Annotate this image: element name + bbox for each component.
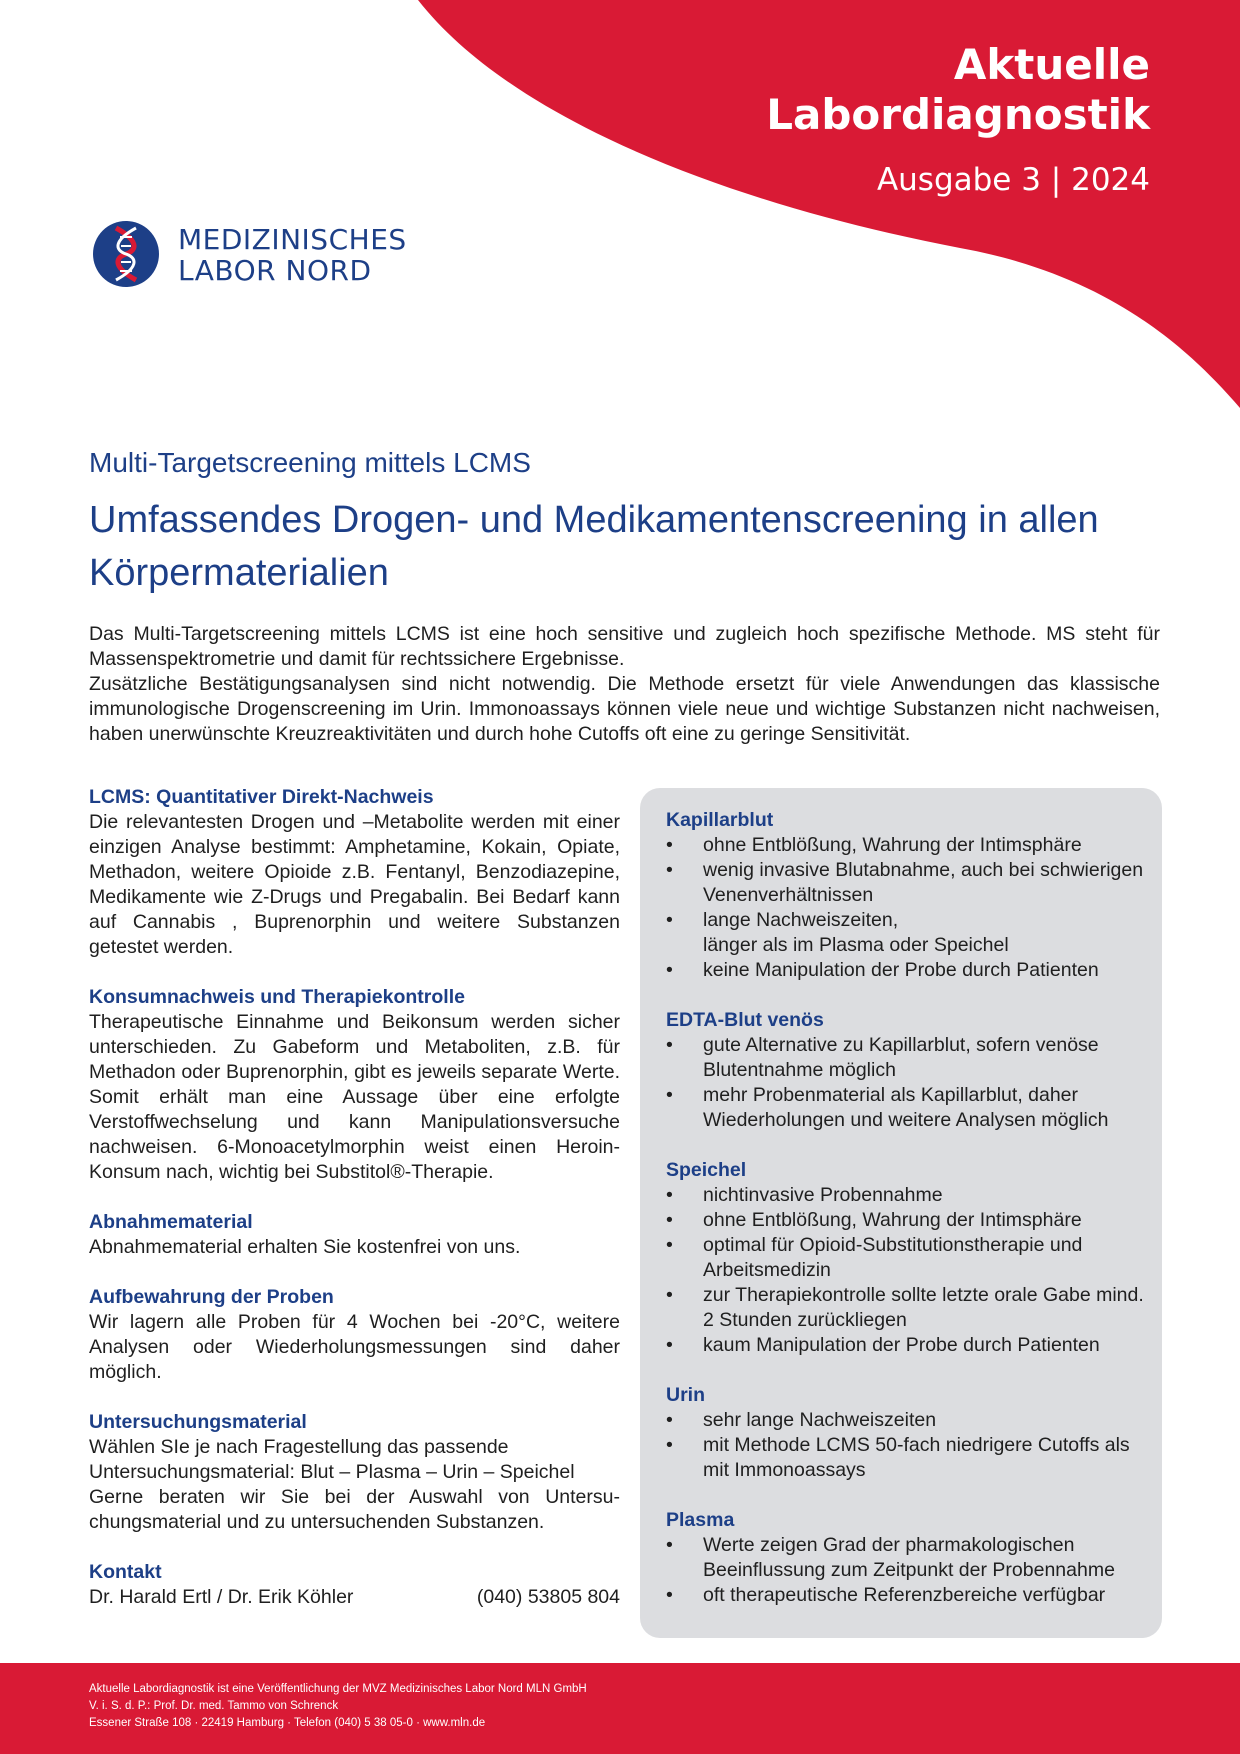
section-heading: Untersuchungsmaterial <box>89 1411 307 1433</box>
intro-paragraph-2: Zusätzliche Bestätigungsanalysen sind nicht notwendig. Die Methode ersetzt für viele Anwendungen das klassische immunologische Drogenscreening im Urin. Immonoassays können viele neue und wichtige Substanzen nicht nachweisen, haben unerwünschte Kreuzreaktivitäten und durch hohe Cutoffs oft eine zu geringe Sensitivität. <box>89 673 1160 745</box>
section-text: Die relevantesten Drogen und –Metabolite werden mit einer einzigen Analyse bestimmt: Amphetamine, Kokain, Opiate, Methadon, weitere Opioide z.B. Fentanyl, Benzodiazepine, Medikamente wie Z-Drugs und Pregabalin. Bei Bedarf kann auf Cannabis , Buprenorphin und weitere Substanzen getestet werden. <box>89 811 620 958</box>
bullet-item: • ohne Entblößung, Wahrung der Intimsphäre <box>666 1208 1156 1233</box>
bullet-item: • kaum Manipulation der Probe durch Patienten <box>666 1333 1156 1358</box>
logo-line1: MEDIZINISCHES <box>178 223 407 256</box>
article-intro <box>89 622 1160 747</box>
section-konsumnachweis <box>89 985 620 1185</box>
intro-paragraph-1: Das Multi-Targetscreening mittels LCMS ist eine hoch sensitive und zugleich hoch spezifische Methode. MS steht für Massenspektrometrie und damit für rechtssichere Ergebnisse. <box>89 623 1160 670</box>
section-heading: Abnahmematerial <box>89 1211 253 1233</box>
bullet-list <box>666 1408 1156 1483</box>
left-column <box>89 785 620 1635</box>
footer-line1: Aktuelle Labordiagnostik ist eine Veröffentlichung der MVZ Medizinisches Labor Nord MLN GmbH <box>89 1683 587 1695</box>
bullet-item: • lange Nachweiszeiten, länger als im Plasma oder Speichel <box>666 908 1156 958</box>
issue-label: Ausgabe 3 | 2024 <box>876 162 1150 198</box>
section-untersuchungsmaterial <box>89 1410 620 1535</box>
section-lcms <box>89 785 620 960</box>
section-aufbewahrung <box>89 1285 620 1385</box>
bullet-item: • oft therapeutische Referenzbereiche verfügbar <box>666 1583 1156 1608</box>
bullet-list <box>666 1183 1156 1358</box>
logo-line2: LABOR NORD <box>178 254 372 287</box>
publication-title-line2: Labordiagnostik <box>766 90 1150 139</box>
section-text: Wählen SIe je nach Fragestellung das passende Untersuchungsmaterial: Blut – Plasma – Urin – Speichel <box>89 1436 575 1483</box>
bullet-item: • mehr Probenmaterial als Kapillarblut, daher Wiederholungen und weitere Analysen möglich <box>666 1083 1156 1133</box>
bullet-list <box>666 833 1156 983</box>
logo-text <box>178 224 407 286</box>
bullet-item: • gute Alternative zu Kapillarblut, sofern venöse Blutentnahme möglich <box>666 1033 1156 1083</box>
box-section-heading: Kapillarblut <box>666 809 774 831</box>
bullet-item: • mit Methode LCMS 50-fach niedrigere Cutoffs als mit Immonoassays <box>666 1433 1156 1483</box>
box-section-heading: Plasma <box>666 1509 735 1531</box>
section-text: Wir lagern alle Proben für 4 Wochen bei -20°C, weitere Analysen oder Wiederholungsmessungen sind daher möglich. <box>89 1311 620 1383</box>
section-kontakt <box>89 1560 620 1610</box>
bullet-item: • nichtinvasive Probennahme <box>666 1183 1156 1208</box>
contact-names: Dr. Harald Ertl / Dr. Erik Köhler <box>89 1586 354 1608</box>
footer-line2: V. i. S. d. P.: Prof. Dr. med. Tammo von Schrenck <box>89 1700 339 1712</box>
box-section <box>666 1158 1156 1358</box>
section-heading: Aufbewahrung der Proben <box>89 1286 334 1308</box>
sample-material-list <box>666 808 1156 1633</box>
bullet-item: • zur Therapiekontrolle sollte letzte orale Gabe mind. 2 Stunden zurückliegen <box>666 1283 1156 1333</box>
box-section <box>666 1508 1156 1608</box>
article-title: Umfassendes Drogen- und Medikamentenscreening in allen Körpermaterialien <box>89 499 1099 594</box>
section-heading: Kontakt <box>89 1561 162 1583</box>
section-abnahmematerial <box>89 1210 620 1260</box>
box-section <box>666 808 1156 983</box>
publication-title <box>766 40 1150 140</box>
publication-title-line1: Aktuelle <box>953 40 1150 89</box>
bullet-item: • Werte zeigen Grad der pharmakologischen Beeinflussung zum Zeitpunkt der Probennahme <box>666 1533 1156 1583</box>
contact-phone: (040) 53805 804 <box>476 1586 620 1608</box>
bullet-list <box>666 1033 1156 1133</box>
box-section-heading: Speichel <box>666 1159 747 1181</box>
section-text: Gerne beraten wir Sie bei der Auswahl von Untersu-chungsmaterial und zu untersuchenden Substanzen. <box>89 1486 620 1533</box>
bullet-item: • sehr lange Nachweiszeiten <box>666 1408 1156 1433</box>
section-heading: Konsumnachweis und Therapiekontrolle <box>89 986 465 1008</box>
section-heading: LCMS: Quantitativer Direkt-Nachweis <box>89 786 434 808</box>
box-section-heading: EDTA-Blut venös <box>666 1009 824 1031</box>
contact-line <box>89 1585 620 1610</box>
bullet-item: • wenig invasive Blutabnahme, auch bei schwierigen Venenverhältnissen <box>666 858 1156 908</box>
bullet-item: • ohne Entblößung, Wahrung der Intimsphäre <box>666 833 1156 858</box>
sample-material-box <box>640 788 1162 1638</box>
box-section <box>666 1383 1156 1483</box>
dna-helix-icon <box>92 220 160 288</box>
bullet-item: • optimal für Opioid-Substitutionstherapie und Arbeitsmedizin <box>666 1233 1156 1283</box>
footer-line3: Essener Straße 108 · 22419 Hamburg · Telefon (040) 5 38 05-0 · www.mln.de <box>89 1717 486 1729</box>
bullet-list <box>666 1533 1156 1608</box>
footer <box>0 1663 1240 1754</box>
section-text: Abnahmematerial erhalten Sie kostenfrei von uns. <box>89 1236 521 1258</box>
article-subtitle: Multi-Targetscreening mittels LCMS <box>89 447 531 478</box>
box-section-heading: Urin <box>666 1384 705 1406</box>
bullet-item: • keine Manipulation der Probe durch Patienten <box>666 958 1156 983</box>
box-section <box>666 1008 1156 1133</box>
section-text: Therapeutische Einnahme und Beikonsum werden sicher unterschieden. Zu Gabeform und Metaboliten, z.B. für Methadon oder Buprenorphin, gibt es jeweils separate Werte. Somit erhält man eine Aussage über eine erfolgte Verstoffwechselung und kann Manipulationsversuche nachweisen. 6-Monoacetylmorphin weist einen Heroin-Konsum nach, wichtig bei Substitol®-Therapie. <box>89 1011 620 1183</box>
company-logo <box>92 218 512 290</box>
